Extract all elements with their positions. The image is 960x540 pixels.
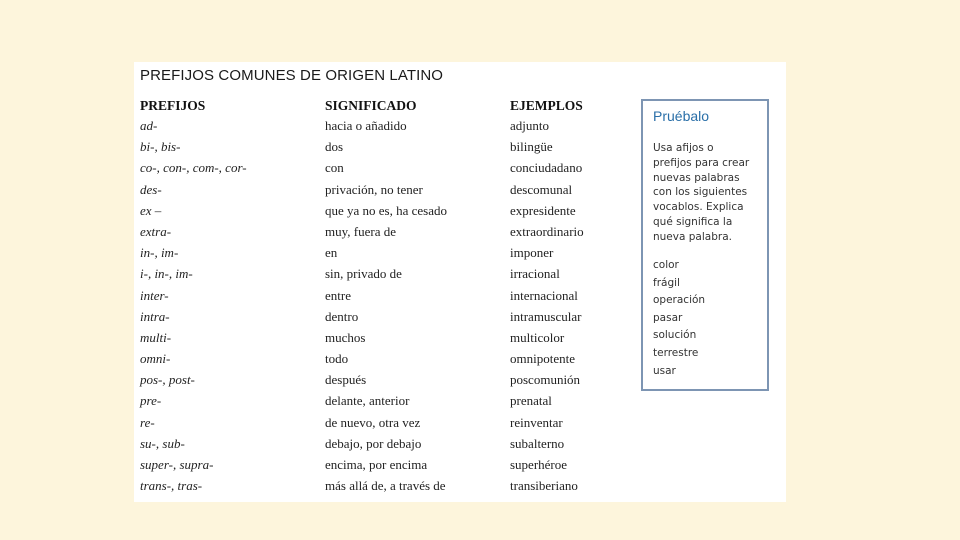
example-cell: bilingüe — [510, 139, 553, 155]
word-item: solución — [653, 329, 697, 342]
prefix-cell: des- — [140, 181, 162, 197]
pruebalo-word-list — [653, 257, 705, 380]
meaning-cell: muchos — [325, 329, 366, 345]
example-cell: intramuscular — [510, 308, 582, 324]
column-header-prefix: PREFIJOS — [140, 98, 206, 113]
example-cell: superhéroe — [510, 457, 568, 472]
instruction-line: Usa afijos o — [653, 142, 714, 154]
meaning-cell: dos — [325, 139, 344, 155]
meaning-cell: que ya no es, ha cesado — [325, 202, 448, 218]
column-header-example: EJEMPLOS — [510, 98, 583, 113]
table-row — [134, 203, 634, 224]
meaning-cell: dentro — [325, 308, 359, 324]
word-item: operación — [653, 294, 706, 307]
prefix-cell: intra- — [140, 308, 170, 324]
prefix-cell: co-, con-, com-, cor- — [140, 160, 247, 176]
prefix-cell: inter- — [140, 287, 169, 303]
instruction-line: qué significa la — [653, 215, 733, 228]
prefix-cell: trans-, tras- — [140, 478, 203, 494]
table-row — [134, 393, 634, 414]
meaning-cell: sin, privado de — [325, 266, 402, 282]
example-cell: omnipotente — [510, 351, 575, 367]
prefix-cell: pos-, post- — [140, 372, 195, 388]
prefix-cell: in-, im- — [140, 245, 179, 261]
prefix-cell: omni- — [140, 351, 171, 367]
prefix-cell: re- — [140, 414, 155, 430]
example-cell: conciudadano — [510, 160, 583, 176]
prefix-cell: bi-, bis- — [140, 139, 181, 155]
pruebalo-box — [641, 99, 769, 391]
meaning-cell: en — [325, 245, 338, 261]
prefix-cell: i-, in-, im- — [140, 266, 193, 282]
example-cell: extraordinario — [510, 223, 584, 239]
meaning-cell: entre — [325, 287, 351, 303]
pruebalo-title: Pruébalo — [653, 108, 710, 124]
prefix-cell: super-, supra- — [140, 457, 214, 472]
example-cell: internacional — [510, 287, 578, 303]
meaning-cell: después — [325, 372, 367, 388]
prefix-cell: multi- — [140, 329, 172, 345]
example-cell: expresidente — [510, 202, 576, 218]
example-cell: multicolor — [510, 329, 565, 345]
table-row — [134, 309, 634, 330]
meaning-cell: encima, por encima — [325, 457, 428, 472]
prefix-cell: extra- — [140, 223, 172, 239]
table-row — [134, 182, 634, 203]
table-row — [134, 288, 634, 309]
meaning-cell: con — [325, 160, 344, 176]
meaning-cell: hacia o añadido — [325, 118, 407, 133]
table-row — [134, 436, 634, 457]
word-item: color — [653, 259, 679, 271]
table-row — [134, 415, 634, 436]
instruction-line: nueva palabra. — [653, 230, 732, 243]
table-row — [134, 245, 634, 266]
meaning-cell: delante, anterior — [325, 393, 410, 409]
table-row — [134, 266, 634, 287]
example-cell: imponer — [510, 245, 554, 261]
page-title: PREFIJOS COMUNES DE ORIGEN LATINO — [140, 67, 444, 84]
meaning-cell: de nuevo, otra vez — [325, 414, 421, 430]
instruction-line: vocablos. Explica — [653, 201, 744, 214]
prefix-cell: ad- — [140, 118, 158, 133]
prefix-cell: su-, sub- — [140, 435, 185, 451]
meaning-cell: todo — [325, 351, 349, 367]
word-item: terrestre — [653, 346, 699, 359]
prefix-table-body — [134, 118, 634, 499]
example-cell: adjunto — [510, 118, 549, 133]
table-row — [134, 160, 634, 181]
prefix-cell: ex – — [140, 202, 162, 218]
table-row — [134, 351, 634, 372]
example-cell: reinventar — [510, 414, 563, 430]
table-row — [134, 457, 634, 478]
column-header-meaning: SIGNIFICADO — [325, 98, 417, 113]
table-row — [134, 372, 634, 393]
word-item: frágil — [653, 276, 680, 289]
table-row — [134, 478, 634, 499]
table-row — [134, 118, 634, 139]
word-item: usar — [653, 364, 676, 377]
instruction-line: nuevas palabras — [653, 171, 740, 184]
meaning-cell: más allá de, a través de — [325, 478, 446, 494]
table-row — [134, 330, 634, 351]
example-cell: prenatal — [510, 393, 552, 409]
prefix-table-sheet — [134, 62, 786, 502]
word-item: pasar — [653, 311, 683, 324]
meaning-cell: debajo, por debajo — [325, 435, 422, 451]
table-row — [134, 224, 634, 245]
example-cell: transiberiano — [510, 478, 578, 494]
instruction-line: prefijos para crear — [653, 156, 750, 169]
meaning-cell: muy, fuera de — [325, 223, 396, 239]
pruebalo-instructions — [653, 141, 765, 245]
prefix-cell: pre- — [140, 393, 162, 409]
example-cell: subalterno — [510, 435, 565, 451]
instruction-line: con los siguientes — [653, 186, 748, 199]
table-row — [134, 139, 634, 160]
example-cell: irracional — [510, 266, 560, 282]
meaning-cell: privación, no tener — [325, 181, 423, 197]
example-cell: descomunal — [510, 181, 573, 197]
example-cell: poscomunión — [510, 372, 581, 388]
